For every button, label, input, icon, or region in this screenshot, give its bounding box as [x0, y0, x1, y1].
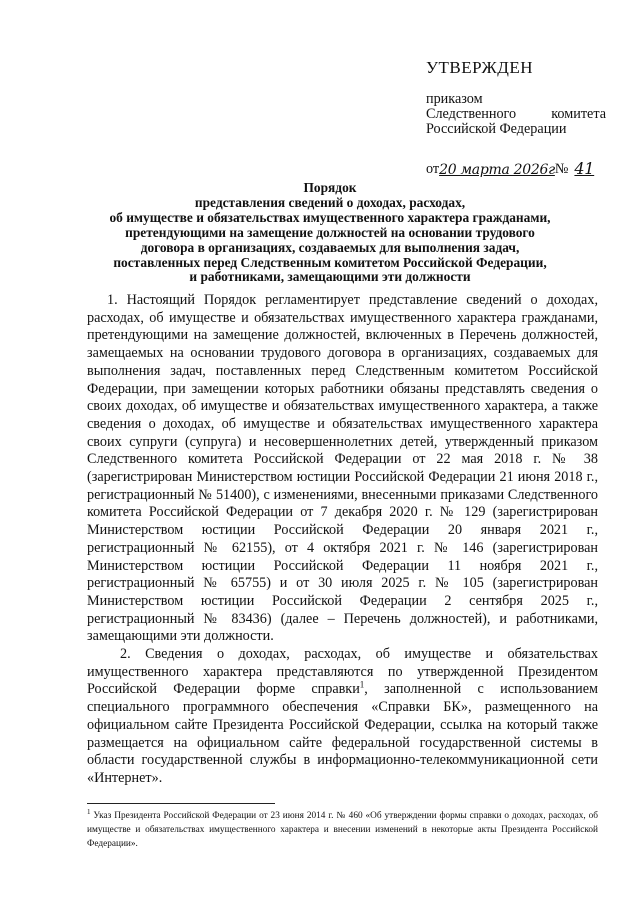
- footnote-text: Указ Президента Российской Федерации от 23 июня 2014 г. № 460 «Об утверждении формы справки о доходах, расходах, об имуществе и обязательствах имущественного характера и внесении изменений в некоторые акты Президента Российской Федерации».: [87, 811, 598, 849]
- date-prefix: от: [426, 161, 440, 177]
- footnote-mark: 1: [87, 807, 91, 816]
- approval-line-order: приказом: [426, 91, 483, 107]
- approval-line-org: [426, 107, 606, 122]
- approval-org-word2: комитета: [551, 106, 606, 122]
- title-line: представления сведений о доходах, расходах,: [194, 194, 466, 210]
- document-title: [74, 181, 586, 285]
- paragraph-1: 1. Настоящий Порядок регламентирует представление сведений о доходах, расходах, об имуществе и обязательствах имущественного характера гражданами, претендующими на замещение должностей, включенных в Перечень должностей, замещаемых на основании трудового договора в организациях, создаваемых для выполнения задач, поставленных перед Следственным комитетом Российской Федерации, при замещении которых работники обязаны представлять сведения о своих доходах, об имуществе и обязательствах имущественного характера, а также сведения о доходах, об имуществе и обязательствах имущественного характера своих супруги (супруга) и несовершеннолетних детей, утвержденный приказом Следственного комитета Российской Федерации от 22 мая 2018 г. № 38 (зарегистрирован Министерством юстиции Российской Федерации 21 июня 2018 г., регистрационный № 51400), с изменениями, внесенными приказами Следственного комитета Российской Федерации от 7 декабря 2020 г. № 129 (зарегистрирован Министерством юстиции Российской Федерации 20 января 2021 г., регистрационный № 62155), от 4 октября 2021 г. № 146 (зарегистрирован Министерством юстиции Российской Федерации 11 ноября 2021 г., регистрационный № 65755) и от 30 июля 2025 г. № 105 (зарегистрирован Министерством юстиции Российской Федерации 2 сентября 2025 г., регистрационный № 83436) (далее – Перечень должностей), и работниками, замещающими эти должности.: [87, 292, 598, 645]
- approval-line-country: Российской Федерации: [426, 121, 567, 137]
- title-line: и работниками, замещающими эти должности: [189, 269, 471, 285]
- title-line: договора в организациях, создаваемых для выполнения задач,: [140, 239, 520, 255]
- paragraph-2: [87, 646, 598, 788]
- paragraph-2-text-a: 2. Сведения о доходах, расходах, об имуществе и обязательствах имущественного характера представляются по утвержденной Президентом Российской Федерации форме справки: [87, 646, 598, 698]
- approval-date-line: [426, 159, 606, 178]
- title-line: поставленных перед Следственным комитетом Российской Федерации,: [113, 254, 547, 270]
- approval-org-word1: Следственного: [426, 106, 517, 122]
- footnote-divider: [87, 803, 275, 804]
- title-line: об имуществе и обязательствах имущественного характера гражданами,: [109, 209, 551, 225]
- title-line: претендующими на замещение должностей на основании трудового: [125, 224, 535, 240]
- approval-title: УТВЕРЖДЕН: [426, 58, 533, 77]
- handwritten-date: 20 марта 2026г: [439, 162, 555, 178]
- title-line: Порядок: [303, 180, 357, 195]
- number-label: №: [554, 161, 569, 177]
- paragraph-2-text-b: , заполненной с использованием специального программного обеспечения «Справки БК», размещенного на официальном сайте Президента Российской Федерации, ссылка на который также размещается на официальном сайте федеральной государственной системы в области государственной службы в информационно-телекоммуникационной сети «Интернет».: [87, 681, 598, 786]
- handwritten-number: 41: [574, 159, 595, 178]
- document-body: [87, 292, 598, 788]
- footnote: [87, 809, 598, 851]
- footnote-ref[interactable]: 1: [359, 679, 365, 690]
- approval-block: [426, 58, 606, 178]
